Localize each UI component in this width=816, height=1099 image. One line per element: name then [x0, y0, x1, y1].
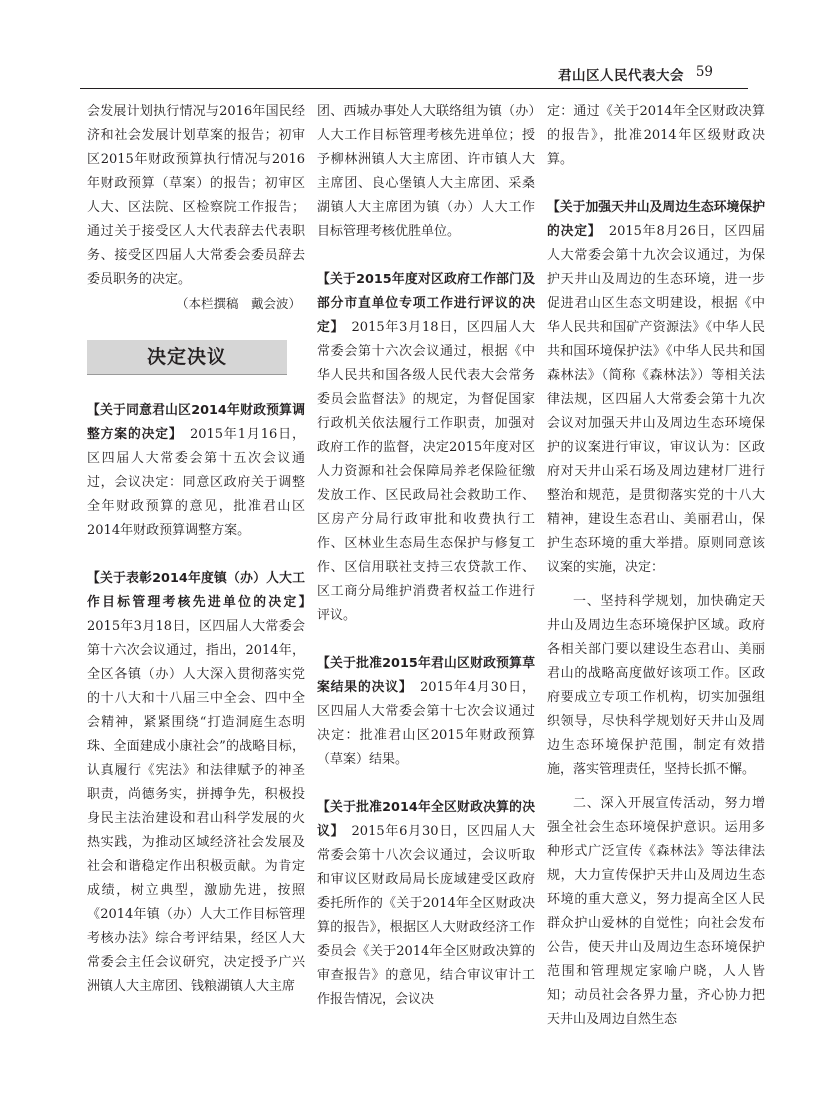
article-commend-2014-advanced-units: [87, 567, 305, 999]
section-heading: [87, 340, 287, 375]
intro-paragraph: 会发展计划执行情况与2016年国民经济和社会发展计划草案的报告；初审区2015年财政预算执行情况与2016年财政预算（草案）的报告；初审区人大、区法院、区检察院工作报告；通过关于接受区人大代表辞去代表职务、接受区四届人大常委会委员辞去委员职务的决定。: [87, 104, 305, 287]
article-title: 【关于批准2015年君山区财政预算草案结果的决议】: [317, 656, 535, 695]
article-title: 【关于表彰2014年度镇（办）人大工作目标管理考核先进单位的决定】: [87, 571, 305, 610]
article-tianjingshan-ecology-protection: [547, 196, 765, 580]
article-body: 2015年1月16日，区四届人大常委会第十五次会议通过，会议决定：同意区政府关于调整全年财政预算的意见，批准君山区2014年财政预算调整方案。: [87, 427, 305, 538]
article-approve-2015-budget-draft: [317, 652, 535, 772]
byline: （本栏撰稿 戴会波）: [175, 296, 301, 311]
article-approve-2014-final-accounts: [317, 796, 535, 1012]
column-2: [317, 100, 535, 1012]
article-body: 2015年6月30日，区四届人大常委会第十八次会议通过，会议听取和审议区财政局局长庞域建受区政府委托所作的《关于2014年全区财政决算的报告》，根据区人大财政经济工作委员会《关于2014年全区财政决算的审查报告》的意见，结合审议审计工作报告情况，会议决: [317, 824, 535, 1007]
article-title: 【关于批准2014年全区财政决算的决议】: [317, 800, 535, 839]
decision-point-1: 一、坚持科学规划，加快确定天井山及周边生态环境保护区域。政府各相关部门要以建设生态君山、美丽君山的战略高度做好该项工作。区政府要成立专项工作机构，切实加强组织领导，尽快科学规划好天井山及周边生态环境保护范围，制定有效措施，落实管理责任，坚持长抓不懈。: [547, 594, 765, 777]
decision-point-2: 二、深入开展宣传活动，努力增强全社会生态环境保护意识。运用多种形式广泛宣传《森林法》等法律法规，大力宣传保护天井山及周边生态环境的重大意义，努力提高全区人民群众护山爱林的自觉性；向社会发布公告，使天井山及周边生态环境保护范围和管理规定家喻户晓，人人皆知；动员社会各界力量，齐心协力把天井山及周边自然生态: [547, 796, 765, 1027]
article-title: 【关于同意君山区2014年财政预算调整方案的决定】: [87, 403, 305, 442]
continued-paragraph: 定：通过《关于2014年全区财政决算的报告》，批准2014年区级财政决算。: [547, 104, 765, 167]
section-title: 决定决议: [146, 346, 227, 368]
article-approve-2014-budget-adjustment: [87, 399, 305, 543]
article-2015-special-evaluation: [317, 268, 535, 628]
continued-paragraph: 团、西城办事处人大联络组为镇（办）人大工作目标管理考核先进单位；授予柳林洲镇人大主席团、许市镇人大主席团、良心堡镇人大主席团、采桑湖镇人大主席团为镇（办）人大工作目标管理考核优胜单位。: [317, 104, 535, 239]
article-body: 2015年3月18日，区四届人大常委会第十六次会议通过，根据《中华人民共和国各级人民代表大会常务委员会监督法》的规定，为督促国家行政机关依法履行工作职责，加强对政府工作的监督，决定2015年度对区人力资源和社会保障局养老保险征缴发放工作、区民政局社会救助工作、区房产分局行政审批和收费执行工作、区林业生态局生态保护与修复工作、区信用联社支持三农贷款工作、区工商分局维护消费者权益工作进行评议。: [317, 320, 535, 623]
article-body: 2015年4月30日，区四届人大常委会第十七次会议通过决定：批准君山区2015年财政预算（草案）结果。: [317, 680, 535, 767]
header-title: 君山区人民代表大会: [558, 68, 684, 84]
article-body: 2015年3月18日，区四届人大常委会第十六次会议通过，指出，2014年，全区各镇（办）人大深入贯彻落实党的十八大和十八届三中全会、四中全会精神，紧紧围绕“打造洞庭生态明珠、全面建成小康社会”的战略目标，认真履行《宪法》和法律赋予的神圣职责，尚德务实，拼搏争先，积极投身民主法治建设和君山科学发展的火热实践，为推动区域经济社会发展及社会和谐稳定作出积极贡献。为肯定成绩，树立典型，激励先进，按照《2014年镇（办）人大工作目标管理考核办法》综合考评结果，经区人大常委会主任会议研究，决定授予广兴洲镇人大主席团、钱粮湖镇人大主席: [87, 619, 305, 994]
article-body: 2015年8月26日，区四届人大常委会第十九次会议通过，为保护天井山及周边的生态环境，进一步促进君山区生态文明建设，根据《中华人民共和国矿产资源法》《中华人民共和国环境保护法》《中华人民共和国森林法》（简称《森林法》）等相关法律法规，区四届人大常委会第十九次会议对加强天井山及周边生态环境保护的议案进行审议，审议认为：区政府对天井山采石场及周边建材厂进行整治和规范，是贯彻落实党的十八大精神，建设生态君山、美丽君山，保护生态环境的重大举措。原则同意该议案的实施，决定：: [547, 224, 765, 575]
header-rule: [80, 88, 748, 89]
column-3: [547, 100, 765, 1032]
article-title: 【关于2015年度对区政府工作部门及部分市直单位专项工作进行评议的决定】: [317, 272, 535, 335]
column-1: [87, 100, 305, 999]
page-number: 59: [695, 64, 713, 80]
article-title: 【关于加强天井山及周边生态环境保护的决定】: [547, 200, 765, 239]
